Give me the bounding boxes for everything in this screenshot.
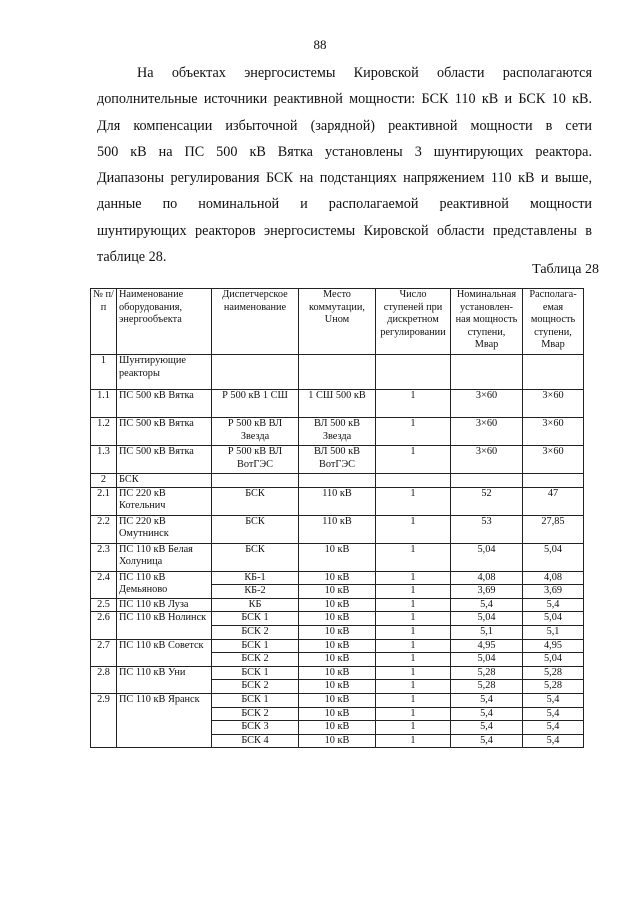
cell-place: 10 кВ <box>299 693 376 707</box>
cell-place: 1 СШ 500 кВ <box>299 390 376 418</box>
cell-num: 2.8 <box>91 666 117 693</box>
cell-dispatch <box>212 355 299 390</box>
cell-available: 5,28 <box>523 666 584 680</box>
cell-nominal <box>451 474 523 488</box>
cell-available: 5,1 <box>523 625 584 639</box>
cell-available: 5,4 <box>523 598 584 612</box>
table-row <box>91 487 584 515</box>
cell-num: 2.7 <box>91 639 117 666</box>
cell-available: 5,04 <box>523 653 584 667</box>
cell-name: ПС 220 кВ Омутнинск <box>117 515 212 543</box>
cell-place: 10 кВ <box>299 680 376 694</box>
cell-available: 3,69 <box>523 585 584 599</box>
cell-num: 2.3 <box>91 543 117 571</box>
cell-place: 10 кВ <box>299 666 376 680</box>
header-nominal: Номинальная установлен- ная мощность ступени, Мвар <box>451 289 523 355</box>
cell-name: ПС 500 кВ Вятка <box>117 418 212 446</box>
cell-steps: 1 <box>376 639 451 653</box>
cell-steps: 1 <box>376 721 451 735</box>
cell-dispatch: БСК 1 <box>212 639 299 653</box>
cell-dispatch: Р 500 кВ ВЛ ВотГЭС <box>212 446 299 474</box>
cell-dispatch: БСК 2 <box>212 707 299 721</box>
cell-place: 10 кВ <box>299 707 376 721</box>
cell-num: 2 <box>91 474 117 488</box>
cell-nominal: 4,95 <box>451 639 523 653</box>
cell-place: 10 кВ <box>299 543 376 571</box>
cell-nominal: 5,1 <box>451 625 523 639</box>
cell-steps: 1 <box>376 571 451 585</box>
cell-place: 110 кВ <box>299 515 376 543</box>
cell-nominal: 5,28 <box>451 680 523 694</box>
cell-num: 2.9 <box>91 693 117 747</box>
cell-steps: 1 <box>376 515 451 543</box>
paragraph-line: 500 кВ на ПС 500 кВ Вятка установлены 3 шунтирующих реактора. <box>97 143 592 160</box>
paragraph-line: таблице 28. <box>97 249 167 266</box>
cell-available: 5,04 <box>523 543 584 571</box>
table-row <box>91 543 584 571</box>
cell-nominal: 5,04 <box>451 543 523 571</box>
cell-steps: 1 <box>376 390 451 418</box>
header-name: Наименование оборудования, энергообъекта <box>117 289 212 355</box>
cell-dispatch: КБ-1 <box>212 571 299 585</box>
paragraph-line: шунтирующих реакторов энергосистемы Кировской области представлены в <box>97 222 592 239</box>
cell-steps: 1 <box>376 612 451 626</box>
cell-available: 5,28 <box>523 680 584 694</box>
cell-available <box>523 474 584 488</box>
cell-dispatch: БСК 1 <box>212 612 299 626</box>
cell-steps: 1 <box>376 625 451 639</box>
cell-nominal: 5,4 <box>451 693 523 707</box>
cell-steps: 1 <box>376 543 451 571</box>
header-steps: Число ступеней при дискретном регулировании <box>376 289 451 355</box>
cell-num: 2.4 <box>91 571 117 598</box>
cell-dispatch: Р 500 кВ ВЛ Звезда <box>212 418 299 446</box>
table-header-row <box>91 289 584 355</box>
cell-num: 1.1 <box>91 390 117 418</box>
table-row <box>91 693 584 707</box>
cell-dispatch: БСК 1 <box>212 693 299 707</box>
paragraph-line: Для компенсации избыточной (зарядной) реактивной мощности в сети <box>97 117 592 134</box>
cell-nominal: 5,4 <box>451 734 523 748</box>
cell-dispatch: БСК 2 <box>212 653 299 667</box>
cell-name: ПС 110 кВ Советск <box>117 639 212 666</box>
cell-num: 1.2 <box>91 418 117 446</box>
table-row <box>91 390 584 418</box>
cell-dispatch: КБ <box>212 598 299 612</box>
cell-dispatch: БСК 2 <box>212 680 299 694</box>
cell-available: 3×60 <box>523 418 584 446</box>
header-dispatch: Диспетчерское наименование <box>212 289 299 355</box>
cell-place: 10 кВ <box>299 571 376 585</box>
cell-dispatch: БСК 2 <box>212 625 299 639</box>
cell-steps <box>376 355 451 390</box>
cell-available: 5,4 <box>523 693 584 707</box>
cell-name: ПС 500 кВ Вятка <box>117 446 212 474</box>
cell-nominal: 4,08 <box>451 571 523 585</box>
cell-place: 10 кВ <box>299 653 376 667</box>
table-row <box>91 612 584 626</box>
table-row <box>91 446 584 474</box>
cell-place: 10 кВ <box>299 585 376 599</box>
header-available: Располага- емая мощность ступени, Мвар <box>523 289 584 355</box>
cell-num: 2.6 <box>91 612 117 639</box>
cell-nominal: 5,4 <box>451 598 523 612</box>
cell-steps: 1 <box>376 680 451 694</box>
paragraph-line: Диапазоны регулирования БСК на подстанциях напряжением 110 кВ и выше, <box>97 170 592 187</box>
table-row <box>91 418 584 446</box>
cell-available: 4,08 <box>523 571 584 585</box>
cell-dispatch <box>212 474 299 488</box>
header-place: Место коммутации, Uном <box>299 289 376 355</box>
cell-steps: 1 <box>376 734 451 748</box>
cell-steps: 1 <box>376 585 451 599</box>
table-row <box>91 639 584 653</box>
cell-num: 2.2 <box>91 515 117 543</box>
cell-nominal: 5,4 <box>451 721 523 735</box>
cell-dispatch: БСК <box>212 543 299 571</box>
table-row <box>91 571 584 585</box>
cell-available: 5,04 <box>523 612 584 626</box>
cell-place <box>299 474 376 488</box>
cell-nominal <box>451 355 523 390</box>
cell-nominal: 5,28 <box>451 666 523 680</box>
cell-name: ПС 220 кВ Котельнич <box>117 487 212 515</box>
cell-available: 47 <box>523 487 584 515</box>
cell-available: 5,4 <box>523 721 584 735</box>
table-row <box>91 515 584 543</box>
cell-num: 2.1 <box>91 487 117 515</box>
cell-steps: 1 <box>376 446 451 474</box>
cell-dispatch: БСК <box>212 515 299 543</box>
cell-nominal: 53 <box>451 515 523 543</box>
cell-available: 27,85 <box>523 515 584 543</box>
table-row <box>91 666 584 680</box>
cell-steps <box>376 474 451 488</box>
paragraph-line: дополнительные источники реактивной мощности: БСК 110 кВ и БСК 10 кВ. <box>97 91 592 108</box>
cell-steps: 1 <box>376 598 451 612</box>
cell-place <box>299 355 376 390</box>
cell-nominal: 3,69 <box>451 585 523 599</box>
paragraph-line: На объектах энергосистемы Кировской области располагаются <box>137 65 592 81</box>
cell-available: 4,95 <box>523 639 584 653</box>
cell-num: 2.5 <box>91 598 117 612</box>
cell-name: ПС 110 кВ Уни <box>117 666 212 693</box>
table-caption: Таблица 28 <box>532 262 599 277</box>
cell-available: 3×60 <box>523 446 584 474</box>
cell-available <box>523 355 584 390</box>
cell-place: 110 кВ <box>299 487 376 515</box>
table-row <box>91 474 584 488</box>
cell-place: ВЛ 500 кВ Звезда <box>299 418 376 446</box>
cell-place: 10 кВ <box>299 639 376 653</box>
cell-place: 10 кВ <box>299 625 376 639</box>
cell-nominal: 3×60 <box>451 418 523 446</box>
reactive-power-table <box>90 288 584 748</box>
cell-steps: 1 <box>376 707 451 721</box>
cell-dispatch: Р 500 кВ 1 СШ <box>212 390 299 418</box>
cell-dispatch: БСК 4 <box>212 734 299 748</box>
cell-name: Шунтирующие реакторы <box>117 355 212 390</box>
cell-name: ПС 110 кВ Луза <box>117 598 212 612</box>
cell-steps: 1 <box>376 487 451 515</box>
cell-dispatch: БСК 3 <box>212 721 299 735</box>
paragraph-line: данные по номинальной и располагаемой реактивной мощности <box>97 196 592 213</box>
cell-nominal: 52 <box>451 487 523 515</box>
page-number: 88 <box>313 37 327 52</box>
cell-name: БСК <box>117 474 212 488</box>
cell-steps: 1 <box>376 693 451 707</box>
cell-nominal: 3×60 <box>451 446 523 474</box>
cell-available: 5,4 <box>523 707 584 721</box>
cell-num: 1.3 <box>91 446 117 474</box>
cell-steps: 1 <box>376 418 451 446</box>
header-num: № п/п <box>91 289 117 355</box>
cell-available: 5,4 <box>523 734 584 748</box>
cell-name: ПС 110 кВ Нолинск <box>117 612 212 639</box>
cell-name: ПС 110 кВ Яранск <box>117 693 212 747</box>
cell-steps: 1 <box>376 653 451 667</box>
cell-dispatch: БСК <box>212 487 299 515</box>
cell-available: 3×60 <box>523 390 584 418</box>
cell-steps: 1 <box>376 666 451 680</box>
cell-place: 10 кВ <box>299 598 376 612</box>
cell-nominal: 5,04 <box>451 612 523 626</box>
cell-name: ПС 110 кВ Демьяново <box>117 571 212 598</box>
cell-place: 10 кВ <box>299 721 376 735</box>
cell-nominal: 5,04 <box>451 653 523 667</box>
cell-name: ПС 110 кВ Белая Холуница <box>117 543 212 571</box>
cell-place: 10 кВ <box>299 612 376 626</box>
cell-name: ПС 500 кВ Вятка <box>117 390 212 418</box>
cell-dispatch: КБ-2 <box>212 585 299 599</box>
cell-nominal: 3×60 <box>451 390 523 418</box>
table-row <box>91 598 584 612</box>
table-row <box>91 355 584 390</box>
cell-place: ВЛ 500 кВ ВотГЭС <box>299 446 376 474</box>
cell-num: 1 <box>91 355 117 390</box>
cell-nominal: 5,4 <box>451 707 523 721</box>
cell-place: 10 кВ <box>299 734 376 748</box>
cell-dispatch: БСК 1 <box>212 666 299 680</box>
body-paragraph <box>97 60 592 270</box>
